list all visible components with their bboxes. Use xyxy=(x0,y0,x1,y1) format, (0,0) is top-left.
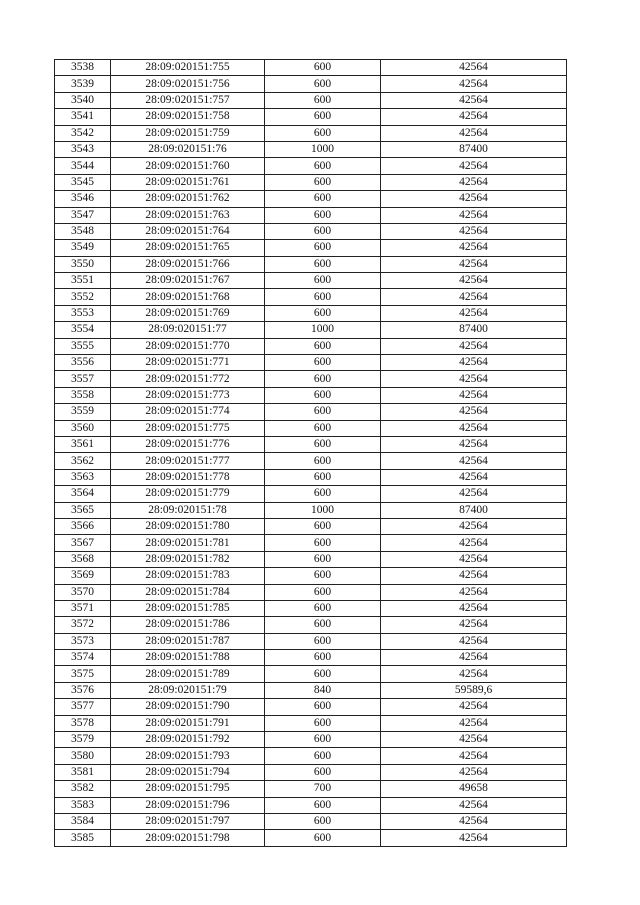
area-cell: 600 xyxy=(265,92,381,108)
row-number-cell: 3573 xyxy=(55,633,111,649)
area-cell: 600 xyxy=(265,813,381,829)
row-number-cell: 3566 xyxy=(55,518,111,534)
table-row xyxy=(55,486,567,502)
value-cell: 87400 xyxy=(381,322,567,338)
cadastral-number-cell: 28:09:020151:796 xyxy=(111,797,265,813)
row-number-cell: 3575 xyxy=(55,666,111,682)
table-row xyxy=(55,289,567,305)
area-cell: 600 xyxy=(265,338,381,354)
area-cell: 600 xyxy=(265,666,381,682)
value-cell: 42564 xyxy=(381,404,567,420)
value-cell: 42564 xyxy=(381,535,567,551)
value-cell: 42564 xyxy=(381,420,567,436)
cadastral-number-cell: 28:09:020151:795 xyxy=(111,781,265,797)
area-cell: 600 xyxy=(265,256,381,272)
cadastral-number-cell: 28:09:020151:772 xyxy=(111,371,265,387)
value-cell: 42564 xyxy=(381,305,567,321)
table-row xyxy=(55,830,567,846)
area-cell: 600 xyxy=(265,420,381,436)
area-cell: 600 xyxy=(265,273,381,289)
row-number-cell: 3572 xyxy=(55,617,111,633)
cadastral-number-cell: 28:09:020151:760 xyxy=(111,158,265,174)
value-cell: 42564 xyxy=(381,797,567,813)
row-number-cell: 3563 xyxy=(55,469,111,485)
value-cell: 42564 xyxy=(381,60,567,76)
area-cell: 600 xyxy=(265,486,381,502)
cadastral-number-cell: 28:09:020151:788 xyxy=(111,650,265,666)
value-cell: 49658 xyxy=(381,781,567,797)
cadastral-number-cell: 28:09:020151:759 xyxy=(111,125,265,141)
row-number-cell: 3585 xyxy=(55,830,111,846)
cadastral-number-cell: 28:09:020151:784 xyxy=(111,584,265,600)
row-number-cell: 3564 xyxy=(55,486,111,502)
value-cell: 42564 xyxy=(381,600,567,616)
row-number-cell: 3569 xyxy=(55,568,111,584)
table-row xyxy=(55,617,567,633)
table-row xyxy=(55,273,567,289)
table-row xyxy=(55,781,567,797)
table-row xyxy=(55,469,567,485)
row-number-cell: 3581 xyxy=(55,764,111,780)
value-cell: 42564 xyxy=(381,174,567,190)
cadastral-number-cell: 28:09:020151:764 xyxy=(111,223,265,239)
value-cell: 42564 xyxy=(381,486,567,502)
value-cell: 42564 xyxy=(381,191,567,207)
table-row xyxy=(55,502,567,518)
row-number-cell: 3576 xyxy=(55,682,111,698)
cadastral-number-cell: 28:09:020151:768 xyxy=(111,289,265,305)
cadastral-number-cell: 28:09:020151:794 xyxy=(111,764,265,780)
table-row xyxy=(55,322,567,338)
area-cell: 600 xyxy=(265,699,381,715)
cadastral-number-cell: 28:09:020151:798 xyxy=(111,830,265,846)
value-cell: 42564 xyxy=(381,633,567,649)
value-cell: 42564 xyxy=(381,207,567,223)
table-row xyxy=(55,387,567,403)
table-row xyxy=(55,518,567,534)
table-row xyxy=(55,207,567,223)
table-row xyxy=(55,600,567,616)
value-cell: 42564 xyxy=(381,371,567,387)
cadastral-number-cell: 28:09:020151:781 xyxy=(111,535,265,551)
area-cell: 600 xyxy=(265,289,381,305)
row-number-cell: 3558 xyxy=(55,387,111,403)
table-row xyxy=(55,568,567,584)
cadastral-number-cell: 28:09:020151:780 xyxy=(111,518,265,534)
table-row xyxy=(55,453,567,469)
table-row xyxy=(55,420,567,436)
value-cell: 42564 xyxy=(381,469,567,485)
cadastral-number-cell: 28:09:020151:776 xyxy=(111,436,265,452)
table-row xyxy=(55,240,567,256)
cadastral-number-cell: 28:09:020151:774 xyxy=(111,404,265,420)
table-row xyxy=(55,256,567,272)
table-row xyxy=(55,813,567,829)
table-row xyxy=(55,371,567,387)
row-number-cell: 3549 xyxy=(55,240,111,256)
table-row xyxy=(55,650,567,666)
cadastral-number-cell: 28:09:020151:755 xyxy=(111,60,265,76)
cadastral-number-cell: 28:09:020151:773 xyxy=(111,387,265,403)
value-cell: 42564 xyxy=(381,518,567,534)
value-cell: 42564 xyxy=(381,109,567,125)
table-row xyxy=(55,109,567,125)
cadastral-number-cell: 28:09:020151:790 xyxy=(111,699,265,715)
area-cell: 600 xyxy=(265,125,381,141)
row-number-cell: 3550 xyxy=(55,256,111,272)
value-cell: 42564 xyxy=(381,650,567,666)
row-number-cell: 3577 xyxy=(55,699,111,715)
table-row xyxy=(55,338,567,354)
cadastral-number-cell: 28:09:020151:767 xyxy=(111,273,265,289)
cadastral-number-cell: 28:09:020151:762 xyxy=(111,191,265,207)
area-cell: 600 xyxy=(265,633,381,649)
area-cell: 600 xyxy=(265,715,381,731)
table-row xyxy=(55,797,567,813)
table-row xyxy=(55,633,567,649)
area-cell: 600 xyxy=(265,76,381,92)
table-row xyxy=(55,223,567,239)
table-row xyxy=(55,551,567,567)
value-cell: 42564 xyxy=(381,551,567,567)
row-number-cell: 3538 xyxy=(55,60,111,76)
area-cell: 600 xyxy=(265,387,381,403)
value-cell: 42564 xyxy=(381,273,567,289)
cadastral-number-cell: 28:09:020151:761 xyxy=(111,174,265,190)
area-cell: 600 xyxy=(265,371,381,387)
cadastral-number-cell: 28:09:020151:785 xyxy=(111,600,265,616)
area-cell: 600 xyxy=(265,650,381,666)
cadastral-number-cell: 28:09:020151:791 xyxy=(111,715,265,731)
row-number-cell: 3545 xyxy=(55,174,111,190)
row-number-cell: 3552 xyxy=(55,289,111,305)
parcel-table xyxy=(54,59,567,847)
cadastral-number-cell: 28:09:020151:779 xyxy=(111,486,265,502)
table-row xyxy=(55,764,567,780)
cadastral-number-cell: 28:09:020151:756 xyxy=(111,76,265,92)
table-row xyxy=(55,125,567,141)
area-cell: 600 xyxy=(265,305,381,321)
row-number-cell: 3571 xyxy=(55,600,111,616)
table-row xyxy=(55,305,567,321)
area-cell: 600 xyxy=(265,469,381,485)
table-row xyxy=(55,699,567,715)
value-cell: 42564 xyxy=(381,158,567,174)
area-cell: 600 xyxy=(265,60,381,76)
area-cell: 600 xyxy=(265,191,381,207)
value-cell: 42564 xyxy=(381,453,567,469)
cadastral-number-cell: 28:09:020151:792 xyxy=(111,732,265,748)
value-cell: 42564 xyxy=(381,289,567,305)
table-row xyxy=(55,355,567,371)
area-cell: 600 xyxy=(265,240,381,256)
cadastral-number-cell: 28:09:020151:789 xyxy=(111,666,265,682)
row-number-cell: 3556 xyxy=(55,355,111,371)
area-cell: 600 xyxy=(265,355,381,371)
value-cell: 42564 xyxy=(381,240,567,256)
area-cell: 600 xyxy=(265,568,381,584)
cadastral-number-cell: 28:09:020151:775 xyxy=(111,420,265,436)
cadastral-number-cell: 28:09:020151:771 xyxy=(111,355,265,371)
row-number-cell: 3567 xyxy=(55,535,111,551)
table-row xyxy=(55,404,567,420)
table-row xyxy=(55,732,567,748)
value-cell: 42564 xyxy=(381,666,567,682)
value-cell: 42564 xyxy=(381,699,567,715)
area-cell: 600 xyxy=(265,748,381,764)
cadastral-number-cell: 28:09:020151:757 xyxy=(111,92,265,108)
row-number-cell: 3583 xyxy=(55,797,111,813)
area-cell: 840 xyxy=(265,682,381,698)
row-number-cell: 3559 xyxy=(55,404,111,420)
value-cell: 42564 xyxy=(381,76,567,92)
area-cell: 600 xyxy=(265,404,381,420)
area-cell: 600 xyxy=(265,584,381,600)
area-cell: 600 xyxy=(265,223,381,239)
row-number-cell: 3543 xyxy=(55,141,111,157)
value-cell: 42564 xyxy=(381,813,567,829)
area-cell: 600 xyxy=(265,535,381,551)
cadastral-number-cell: 28:09:020151:786 xyxy=(111,617,265,633)
row-number-cell: 3539 xyxy=(55,76,111,92)
row-number-cell: 3584 xyxy=(55,813,111,829)
area-cell: 600 xyxy=(265,109,381,125)
row-number-cell: 3580 xyxy=(55,748,111,764)
value-cell: 59589,6 xyxy=(381,682,567,698)
area-cell: 600 xyxy=(265,158,381,174)
row-number-cell: 3582 xyxy=(55,781,111,797)
cadastral-number-cell: 28:09:020151:77 xyxy=(111,322,265,338)
row-number-cell: 3544 xyxy=(55,158,111,174)
area-cell: 600 xyxy=(265,453,381,469)
table-row xyxy=(55,715,567,731)
area-cell: 600 xyxy=(265,551,381,567)
row-number-cell: 3551 xyxy=(55,273,111,289)
value-cell: 42564 xyxy=(381,568,567,584)
row-number-cell: 3553 xyxy=(55,305,111,321)
cadastral-number-cell: 28:09:020151:770 xyxy=(111,338,265,354)
value-cell: 42564 xyxy=(381,830,567,846)
value-cell: 87400 xyxy=(381,502,567,518)
row-number-cell: 3562 xyxy=(55,453,111,469)
cadastral-number-cell: 28:09:020151:758 xyxy=(111,109,265,125)
cadastral-number-cell: 28:09:020151:793 xyxy=(111,748,265,764)
area-cell: 600 xyxy=(265,436,381,452)
cadastral-number-cell: 28:09:020151:766 xyxy=(111,256,265,272)
row-number-cell: 3561 xyxy=(55,436,111,452)
area-cell: 600 xyxy=(265,600,381,616)
cadastral-number-cell: 28:09:020151:765 xyxy=(111,240,265,256)
cadastral-number-cell: 28:09:020151:763 xyxy=(111,207,265,223)
table-body xyxy=(55,60,567,847)
row-number-cell: 3555 xyxy=(55,338,111,354)
cadastral-number-cell: 28:09:020151:783 xyxy=(111,568,265,584)
area-cell: 600 xyxy=(265,732,381,748)
area-cell: 1000 xyxy=(265,141,381,157)
table-row xyxy=(55,748,567,764)
area-cell: 1000 xyxy=(265,322,381,338)
row-number-cell: 3542 xyxy=(55,125,111,141)
value-cell: 42564 xyxy=(381,387,567,403)
row-number-cell: 3557 xyxy=(55,371,111,387)
value-cell: 42564 xyxy=(381,584,567,600)
row-number-cell: 3578 xyxy=(55,715,111,731)
value-cell: 42564 xyxy=(381,256,567,272)
table-row xyxy=(55,584,567,600)
cadastral-number-cell: 28:09:020151:769 xyxy=(111,305,265,321)
value-cell: 42564 xyxy=(381,732,567,748)
table-row xyxy=(55,141,567,157)
row-number-cell: 3548 xyxy=(55,223,111,239)
area-cell: 600 xyxy=(265,830,381,846)
value-cell: 42564 xyxy=(381,223,567,239)
cadastral-number-cell: 28:09:020151:777 xyxy=(111,453,265,469)
value-cell: 87400 xyxy=(381,141,567,157)
table-row xyxy=(55,76,567,92)
value-cell: 42564 xyxy=(381,92,567,108)
document-page xyxy=(54,59,566,847)
table-row xyxy=(55,535,567,551)
value-cell: 42564 xyxy=(381,436,567,452)
area-cell: 600 xyxy=(265,207,381,223)
row-number-cell: 3560 xyxy=(55,420,111,436)
row-number-cell: 3565 xyxy=(55,502,111,518)
cadastral-number-cell: 28:09:020151:787 xyxy=(111,633,265,649)
area-cell: 600 xyxy=(265,174,381,190)
value-cell: 42564 xyxy=(381,748,567,764)
table-row xyxy=(55,666,567,682)
cadastral-number-cell: 28:09:020151:782 xyxy=(111,551,265,567)
table-row xyxy=(55,436,567,452)
cadastral-number-cell: 28:09:020151:78 xyxy=(111,502,265,518)
table-row xyxy=(55,60,567,76)
area-cell: 600 xyxy=(265,617,381,633)
table-row xyxy=(55,191,567,207)
value-cell: 42564 xyxy=(381,764,567,780)
value-cell: 42564 xyxy=(381,125,567,141)
row-number-cell: 3547 xyxy=(55,207,111,223)
area-cell: 600 xyxy=(265,518,381,534)
row-number-cell: 3554 xyxy=(55,322,111,338)
cadastral-number-cell: 28:09:020151:797 xyxy=(111,813,265,829)
row-number-cell: 3568 xyxy=(55,551,111,567)
area-cell: 600 xyxy=(265,764,381,780)
row-number-cell: 3540 xyxy=(55,92,111,108)
row-number-cell: 3570 xyxy=(55,584,111,600)
area-cell: 700 xyxy=(265,781,381,797)
table-row xyxy=(55,158,567,174)
value-cell: 42564 xyxy=(381,715,567,731)
row-number-cell: 3541 xyxy=(55,109,111,125)
row-number-cell: 3574 xyxy=(55,650,111,666)
value-cell: 42564 xyxy=(381,338,567,354)
cadastral-number-cell: 28:09:020151:79 xyxy=(111,682,265,698)
table-row xyxy=(55,174,567,190)
row-number-cell: 3546 xyxy=(55,191,111,207)
area-cell: 600 xyxy=(265,797,381,813)
value-cell: 42564 xyxy=(381,617,567,633)
cadastral-number-cell: 28:09:020151:778 xyxy=(111,469,265,485)
table-row xyxy=(55,92,567,108)
row-number-cell: 3579 xyxy=(55,732,111,748)
value-cell: 42564 xyxy=(381,355,567,371)
cadastral-number-cell: 28:09:020151:76 xyxy=(111,141,265,157)
table-row xyxy=(55,682,567,698)
area-cell: 1000 xyxy=(265,502,381,518)
